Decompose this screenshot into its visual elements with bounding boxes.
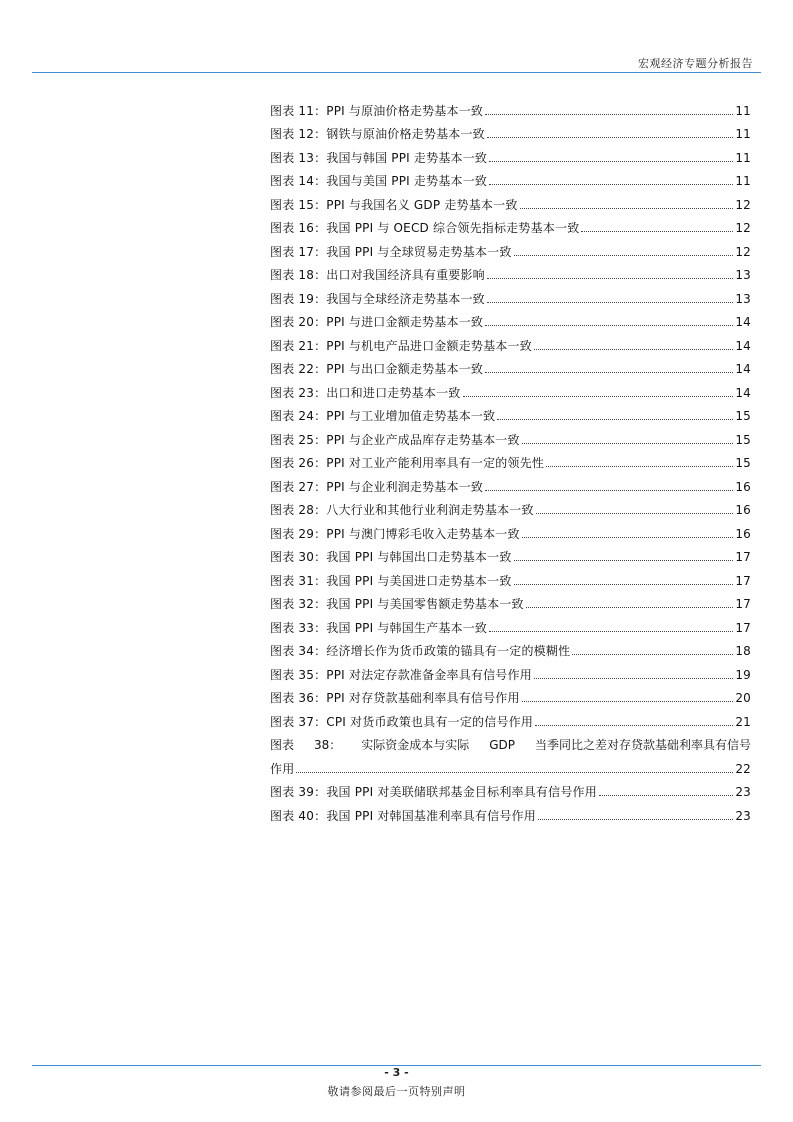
toc-entry-page: 22: [735, 761, 751, 776]
toc-entry-label-part: GDP: [489, 738, 515, 752]
toc-entry-label: 图表 23：出口和进口走势基本一致: [270, 385, 461, 400]
dot-leader: [599, 794, 733, 796]
toc-entry-page: 23: [735, 808, 751, 823]
toc-entry-page: 13: [735, 268, 751, 282]
toc-entry-label: 图表 13：我国与韩国 PPI 走势基本一致: [270, 150, 488, 165]
toc-entry-label: 图表 14：我国与美国 PPI 走势基本一致: [270, 174, 488, 188]
toc-entry-label: 图表 25：PPI 与企业产成品库存走势基本一致: [270, 432, 520, 447]
toc-entry[interactable]: [270, 706, 751, 730]
dot-leader: [546, 465, 733, 467]
toc-entry-page: 17: [735, 573, 751, 588]
toc-entry-label: 图表 16：我国 PPI 与 OECD 综合领先指标走势基本一致: [270, 221, 580, 235]
toc-entry[interactable]: [270, 518, 751, 542]
page-number: - 3 -: [384, 1066, 409, 1079]
toc-entry[interactable]: [270, 424, 751, 448]
dot-leader: [534, 348, 733, 350]
toc-entry-page: 12: [735, 244, 751, 259]
toc-entry-page: 21: [735, 714, 751, 729]
toc-entry[interactable]: [270, 166, 751, 190]
toc-entry-page: 14: [735, 338, 751, 353]
toc-entry-label: 图表 20：PPI 与进口金额走势基本一致: [270, 315, 484, 329]
dot-leader: [296, 771, 733, 773]
dot-leader: [489, 630, 733, 632]
dot-leader: [514, 559, 734, 561]
toc-entry-page: 15: [735, 409, 751, 423]
toc-entry-label: 图表 37：CPI 对货币政策也具有一定的信号作用: [270, 714, 534, 729]
dot-leader: [514, 583, 734, 585]
toc-entry-label: 图表 32：我国 PPI 与美国零售额走势基本一致: [270, 597, 524, 611]
toc-entry-page: 13: [735, 291, 751, 306]
toc-entry-label: 图表 39：我国 PPI 对美联储联邦基金目标利率具有信号作用: [270, 785, 597, 799]
dot-leader: [536, 512, 734, 514]
toc-entry-page: 12: [735, 221, 751, 235]
toc-entry-label: 图表 19：我国与全球经济走势基本一致: [270, 291, 485, 306]
toc-entry-label: 图表 30：我国 PPI 与韩国出口走势基本一致: [270, 550, 512, 564]
toc-entry-page: 18: [735, 644, 751, 658]
toc-entry-label: 图表 40：我国 PPI 对韩国基准利率具有信号作用: [270, 808, 536, 823]
toc-entry[interactable]: [270, 330, 751, 354]
toc-entry-first-line: [270, 730, 751, 754]
toc-entry[interactable]: [270, 307, 751, 331]
dot-leader: [581, 230, 733, 232]
toc-entry-page: 15: [735, 432, 751, 447]
toc-entry-page: 11: [735, 174, 751, 188]
toc-entry[interactable]: [270, 283, 751, 307]
toc-entry-page: 19: [735, 667, 751, 682]
dot-leader: [514, 254, 734, 256]
toc-entry-page: 11: [735, 103, 751, 118]
toc-entry-page: 12: [735, 197, 751, 212]
dot-leader: [487, 301, 733, 303]
toc-entry[interactable]: [270, 589, 751, 613]
page-header: [32, 48, 761, 73]
toc-entry-label: 图表 15：PPI 与我国名义 GDP 走势基本一致: [270, 197, 518, 212]
dot-leader: [489, 183, 733, 185]
dot-leader: [485, 324, 733, 326]
dot-leader: [485, 113, 733, 115]
toc-entry-page: 14: [735, 315, 751, 329]
toc-entry-page: 17: [735, 597, 751, 611]
toc-entry-label: 图表 21：PPI 与机电产品进口金额走势基本一致: [270, 338, 532, 353]
toc-entry[interactable]: [270, 800, 751, 824]
toc-entry[interactable]: [270, 612, 751, 636]
toc-entry-label: 图表 31：我国 PPI 与美国进口走势基本一致: [270, 573, 512, 588]
dot-leader: [487, 136, 733, 138]
toc-entry-label-part: 38：: [313, 738, 342, 752]
toc-entry[interactable]: [270, 777, 751, 801]
dot-leader: [522, 536, 734, 538]
disclaimer-text: 敬请参阅最后一页特别声明: [327, 1085, 466, 1098]
toc-entry-label: 图表 28：八大行业和其他行业利润走势基本一致: [270, 503, 534, 517]
toc-entry-page: 16: [735, 526, 751, 541]
toc-entry-label: 图表 17：我国 PPI 与全球贸易走势基本一致: [270, 244, 512, 259]
toc-entry-label: 图表 11：PPI 与原油价格走势基本一致: [270, 103, 484, 118]
toc-entry-page: 16: [735, 479, 751, 494]
report-type-title: 宏观经济专题分析报告: [638, 57, 753, 70]
toc-entry[interactable]: [270, 471, 751, 495]
toc-entry-page: 17: [735, 620, 751, 635]
toc-entry-label-part: 图表: [270, 738, 295, 752]
toc-entry[interactable]: [270, 683, 751, 707]
dot-leader: [572, 653, 733, 655]
dot-leader: [485, 489, 733, 491]
toc-entry[interactable]: [270, 377, 751, 401]
toc-entry-page: 16: [735, 503, 751, 517]
toc-entry[interactable]: [270, 213, 751, 237]
toc-entry[interactable]: [270, 95, 751, 119]
toc-entry-label: 图表 33：我国 PPI 与韩国生产基本一致: [270, 620, 488, 635]
dot-leader: [489, 160, 733, 162]
toc-entry[interactable]: [270, 354, 751, 378]
dot-leader: [526, 606, 734, 608]
toc-entry-label: 图表 12：钢铁与原油价格走势基本一致: [270, 127, 485, 141]
toc-entry-label: 图表 27：PPI 与企业利润走势基本一致: [270, 479, 484, 494]
toc-entry[interactable]: [270, 260, 751, 284]
dot-leader: [534, 677, 733, 679]
toc-entry-label: 图表 22：PPI 与出口金额走势基本一致: [270, 362, 484, 376]
dot-leader: [487, 277, 733, 279]
toc-entry-label: 图表 36：PPI 对存贷款基础利率具有信号作用: [270, 691, 520, 705]
toc-entry-page: 14: [735, 385, 751, 400]
toc-entry[interactable]: [270, 542, 751, 566]
toc-entry-page: 14: [735, 362, 751, 376]
toc-entry-page: 23: [735, 785, 751, 799]
toc-entry-label: 图表 35：PPI 对法定存款准备金率具有信号作用: [270, 667, 532, 682]
toc-entry[interactable]: [270, 659, 751, 683]
toc-entry-second-line: [270, 753, 751, 777]
toc-entry-label-part: 当季同比之差对存贷款基础利率具有信号: [534, 738, 751, 752]
table-of-figures: [270, 95, 751, 824]
toc-entry[interactable]: [270, 119, 751, 143]
toc-entry-label: 图表 29：PPI 与澳门博彩毛收入走势基本一致: [270, 526, 520, 541]
dot-leader: [485, 371, 733, 373]
toc-entry-label-part: 实际资金成本与实际: [361, 738, 470, 752]
toc-entry-label: 图表 18：出口对我国经济具有重要影响: [270, 268, 485, 282]
toc-entry[interactable]: [270, 495, 751, 519]
toc-entry[interactable]: [270, 636, 751, 660]
dot-leader: [497, 418, 733, 420]
dot-leader: [538, 818, 733, 820]
dot-leader: [522, 442, 734, 444]
toc-entry[interactable]: [270, 189, 751, 213]
dot-leader: [522, 700, 734, 702]
toc-entry-page: 15: [735, 456, 751, 470]
dot-leader: [535, 724, 733, 726]
toc-entry-page: 20: [735, 691, 751, 705]
toc-entry[interactable]: [270, 565, 751, 589]
toc-entry-label: 图表 34：经济增长作为货币政策的锚具有一定的模糊性: [270, 644, 571, 658]
toc-entry[interactable]: [270, 142, 751, 166]
toc-entry[interactable]: [270, 730, 751, 777]
toc-entry-label: 作用: [270, 761, 295, 776]
toc-entry-label: 图表 24：PPI 与工业增加值走势基本一致: [270, 409, 496, 423]
toc-entry[interactable]: [270, 236, 751, 260]
toc-entry-page: 17: [735, 550, 751, 564]
dot-leader: [520, 207, 734, 209]
dot-leader: [463, 395, 734, 397]
toc-entry-page: 11: [735, 150, 751, 165]
toc-entry-label: 图表 26：PPI 对工业产能利用率具有一定的领先性: [270, 456, 545, 470]
toc-entry[interactable]: [270, 448, 751, 472]
toc-entry[interactable]: [270, 401, 751, 425]
toc-entry-page: 11: [735, 127, 751, 141]
